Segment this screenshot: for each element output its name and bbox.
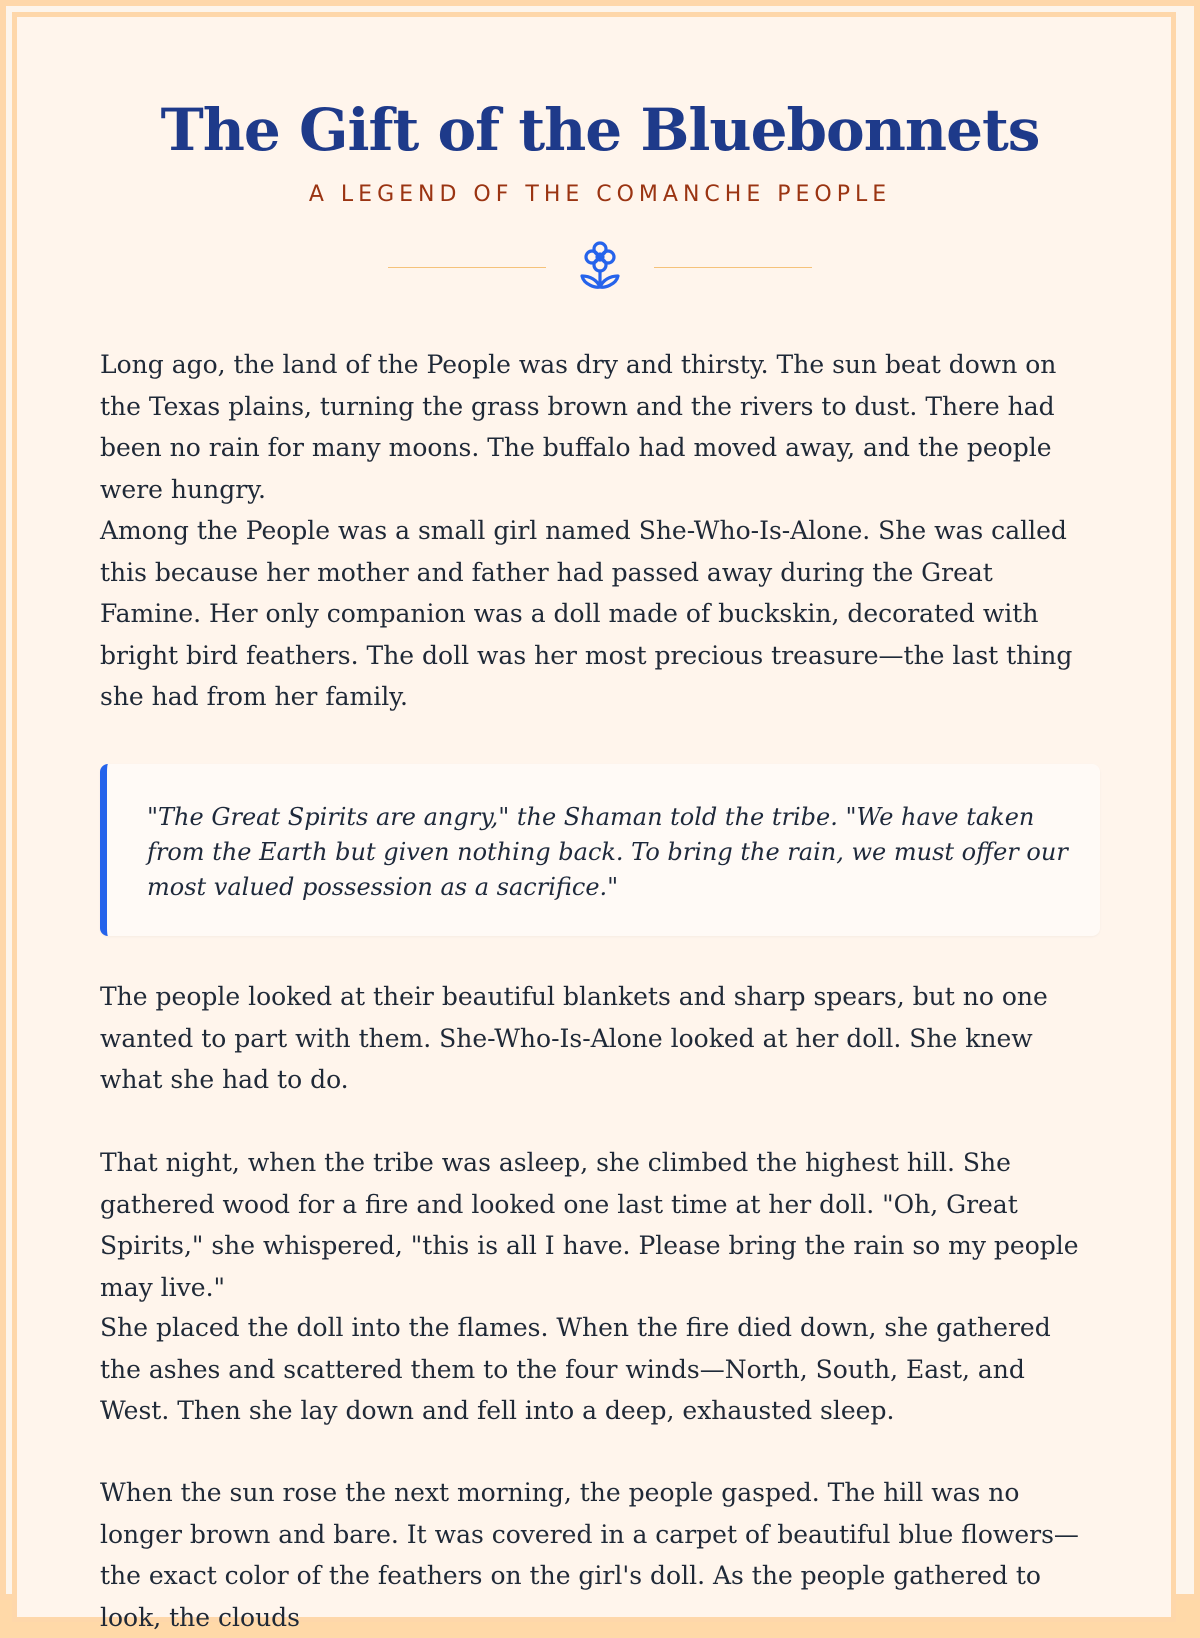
page-title: The Gift of the Bluebonnets [160, 96, 1040, 164]
divider-line-left [388, 267, 546, 268]
story-paragraph: The people looked at their beautiful blankets and sharp spears, but no one wanted to part with them. She-Who-Is-Alone looked at her doll. She knew what she had to do. [100, 982, 1048, 1094]
shaman-quote-block [100, 764, 1100, 936]
story-paragraph: Among the People was a small girl named She-Who-Is-Alone. She was called this because her mother and father had passed away during the Great Famine. Her only companion was a doll made of buckskin, decorated with bright bird feathers. The doll was her most precious treasure—the last thing she had from her family. [100, 516, 1073, 711]
divider-line-right [654, 267, 812, 268]
story-paragraph: That night, when the tribe was asleep, she climbed the highest hill. She gathered wood for a fire and looked one last time at her doll. "Oh, Great Spirits," she whispered, "this is all I have. Please bring the rain so my people may live." [100, 1148, 1079, 1302]
bluebonnet-flower-icon [578, 240, 622, 292]
story-paragraph: When the sun rose the next morning, the people gasped. The hill was no longer brown and bare. It was covered in a carpet of beautiful blue flowers—the exact color of the feathers on the girl's doll. As the people gathered to look, the clouds [100, 1478, 1079, 1632]
shaman-quote-text: "The Great Spirits are angry," the Shaman told the tribe. "We have taken from the Earth but given nothing back. To bring the rain, we must offer our most valued possession as a sacrifice." [147, 803, 1068, 901]
page-subtitle: A LEGEND OF THE COMANCHE PEOPLE [308, 182, 892, 207]
story-paragraph: She placed the doll into the flames. When the fire died down, she gathered the ashes and scattered them to the four winds—North, South, East, and West. Then she lay down and fell into a deep, exhausted sleep. [100, 1313, 1051, 1425]
story-paragraph: Long ago, the land of the People was dry and thirsty. The sun beat down on the Texas plains, turning the grass brown and the rivers to dust. There had been no rain for many moons. The buffalo had moved away, and the people were hungry. [100, 350, 1057, 504]
